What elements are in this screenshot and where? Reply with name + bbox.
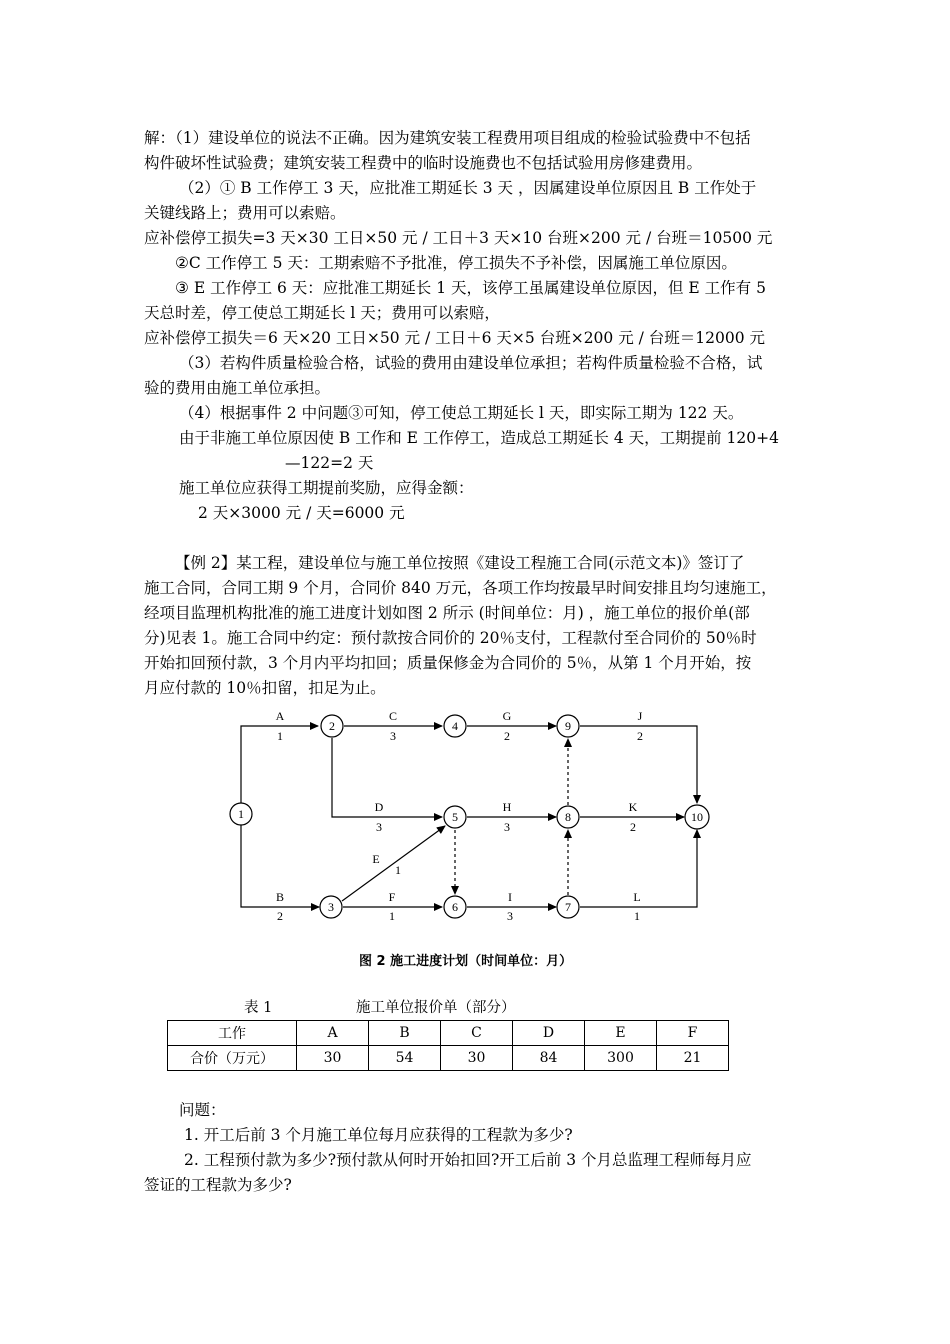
example-line: 施工合同，合同工期 9 个月，合同价 840 万元，各项工作均按最早时间安排且均匀速施工， (144, 579, 777, 597)
example-line: 开始扣回预付款，3 个月内平均扣回；质量保修金为合同价的 5％，从第 1 个月开始，按 (144, 654, 752, 672)
solution-line: 天总时差，停工使总工期延长 l 天；费用可以索赔， (144, 304, 500, 322)
table-cell: 54 (369, 1046, 441, 1071)
activity-name: G (502, 709, 512, 723)
table-cell: 300 (585, 1046, 657, 1071)
table-cell: 30 (297, 1046, 369, 1071)
solution-line: ③ E 工作停工 6 天：应批准工期延长 1 天，该停工虽属建设单位原因，但 E 工作有 5 (175, 279, 766, 297)
activity-name: A (275, 709, 285, 723)
activity-duration: 2 (630, 820, 636, 834)
solution-line: 施工单位应获得工期提前奖励，应得金额： (179, 479, 474, 497)
activity-name: H (502, 800, 512, 814)
activity-duration: 1 (277, 729, 283, 743)
node-label: 3 (328, 900, 334, 914)
solution-line: 应补偿停工损失＝6 天×20 工日×50 元 / 工日＋6 天×5 台班×200 元 / 台班＝12000 元 (144, 329, 766, 347)
activity-name: D (374, 800, 384, 814)
activity-duration: 1 (389, 909, 395, 923)
activity-name: C (388, 709, 398, 723)
solution-line: （4）根据事件 2 中问题③可知，停工使总工期延长 l 天，即实际工期为 122 天。 (179, 404, 744, 422)
table-cell: 合价（万元） (168, 1046, 297, 1071)
activity-name: E (372, 852, 380, 866)
solution-line: 关键线路上；费用可以索赔。 (144, 204, 346, 222)
solution-line: 由于非施工单位原因使 B 工作和 E 工作停工，造成总工期延长 4 天，工期提前 120+4 (179, 429, 779, 447)
table-cell: D (513, 1021, 585, 1046)
activity-name: F (388, 890, 396, 904)
activity-duration: 1 (395, 863, 401, 877)
activity-name: B (275, 890, 285, 904)
node-label: 10 (691, 810, 703, 824)
table-cell: F (657, 1021, 729, 1046)
node-label: 6 (452, 900, 458, 914)
table-cell: 工作 (168, 1021, 297, 1046)
node-label: 4 (452, 719, 458, 733)
activity-name: I (508, 890, 512, 904)
activity-duration: 2 (277, 909, 283, 923)
node-label: 9 (565, 719, 571, 733)
solution-line: 应补偿停工损失=3 天×30 工日×50 元 / 工日＋3 天×10 台班×200 元 / 台班＝10500 元 (144, 229, 773, 247)
example-line: 【例 2】某工程，建设单位与施工单位按照《建设工程施工合同(示范文本)》签订了 (175, 554, 745, 572)
solution-line: 解：（1）建设单位的说法不正确。因为建筑安装工程费用项目组成的检验试验费中不包括 (144, 129, 751, 147)
question-line: 2. 工程预付款为多少?预付款从何时开始扣回?开工后前 3 个月总监理工程师每月应 (184, 1151, 752, 1169)
table-cell: 84 (513, 1046, 585, 1071)
question-line: 1. 开工后前 3 个月施工单位每月应获得的工程款为多少? (184, 1126, 573, 1144)
table-cell: 30 (441, 1046, 513, 1071)
example-line: 月应付款的 10％扣留，扣足为止。 (144, 679, 386, 697)
node-label: 7 (565, 900, 571, 914)
solution-line: 2 天×3000 元 / 天=6000 元 (198, 504, 405, 522)
table-header-row (168, 1021, 729, 1046)
activity-duration: 2 (504, 729, 510, 743)
arrow-D (332, 738, 442, 817)
activity-duration: 3 (390, 729, 396, 743)
table-row (168, 1046, 729, 1071)
activity-name: K (628, 800, 638, 814)
table-label: 表 1 (244, 1000, 273, 1016)
activity-duration: 3 (376, 820, 382, 834)
activity-name: L (633, 890, 641, 904)
table-cell: E (585, 1021, 657, 1046)
node-label: 1 (238, 807, 244, 821)
example-line: 经项目监理机构批准的施工进度计划如图 2 所示 (时间单位：月) ，施工单位的报价单(部 (144, 604, 750, 622)
table-cell: B (369, 1021, 441, 1046)
table-cell: C (441, 1021, 513, 1046)
node-label: 8 (565, 810, 571, 824)
node-label: 5 (452, 810, 458, 824)
solution-line: 验的费用由施工单位承担。 (144, 379, 331, 397)
activity-duration: 3 (507, 909, 513, 923)
table-cell: 21 (657, 1046, 729, 1071)
solution-line: 构件破坏性试验费；建筑安装工程费中的临时设施费也不包括试验用房修建费用。 (144, 154, 703, 172)
solution-line: —122=2 天 (285, 454, 374, 472)
activity-name: J (637, 709, 643, 723)
activity-duration: 3 (504, 820, 510, 834)
table-cell: A (297, 1021, 369, 1046)
activity-duration: 1 (634, 909, 640, 923)
solution-line: （2）① B 工作停工 3 天，应批准工期延长 3 天 ，因属建设单位原因且 B 工作处于 (179, 179, 757, 197)
activity-duration: 2 (637, 729, 643, 743)
solution-line: （3）若构件质量检验合格，试验的费用由建设单位承担；若构件质量检验不合格，试 (179, 354, 763, 372)
questions-title: 问题： (179, 1101, 226, 1119)
example-line: 分)见表 1。施工合同中约定：预付款按合同价的 20％支付，工程款付至合同价的 50％时 (144, 629, 757, 647)
table-title: 施工单位报价单（部分） (356, 1000, 516, 1016)
question-line: 签证的工程款为多少? (144, 1176, 292, 1194)
solution-line: ②C 工作停工 5 天：工期索赔不予批准，停工损失不予补偿，因属施工单位原因。 (175, 254, 737, 272)
figure-caption: 图 2 施工进度计划（时间单位：月） (359, 954, 573, 969)
node-label: 2 (329, 719, 335, 733)
price-table (167, 1020, 729, 1071)
